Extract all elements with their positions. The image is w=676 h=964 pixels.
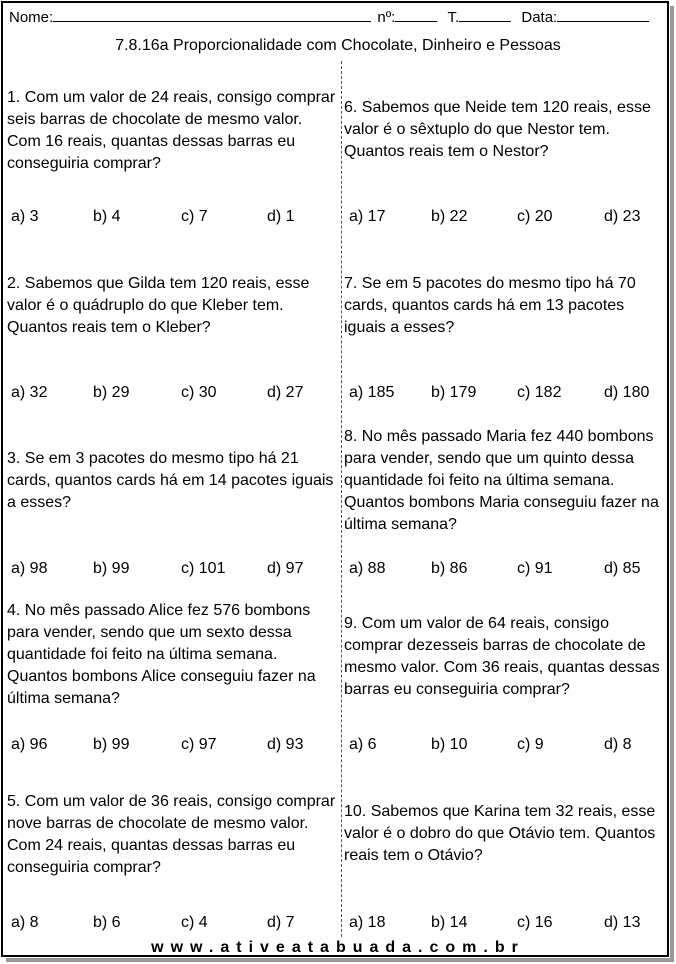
option-a[interactable]: a) 6: [349, 736, 377, 753]
website-footer: www.ativeatabuada.com.br: [151, 939, 525, 956]
question-1-text: 1. Com um valor de 24 reais, consigo comprar seis barras de chocolate de mesmo valor. Com 16 reais, quantas dessas barras eu conseguiria comprar?: [7, 89, 336, 172]
option-d[interactable]: d) 8: [604, 736, 632, 753]
name-label: Nome:: [9, 9, 54, 26]
page-shadow-right: [670, 6, 674, 962]
option-a[interactable]: a) 8: [11, 914, 39, 931]
option-b[interactable]: b) 179: [431, 384, 477, 401]
option-d[interactable]: d) 27: [267, 384, 304, 401]
option-a[interactable]: a) 3: [11, 208, 39, 225]
option-b[interactable]: b) 10: [431, 736, 468, 753]
option-c[interactable]: c) 182: [517, 384, 562, 401]
option-a[interactable]: a) 98: [11, 560, 48, 577]
date-field[interactable]: [557, 7, 649, 22]
option-b[interactable]: b) 86: [431, 560, 468, 577]
page-shadow-bottom: [6, 958, 674, 962]
option-a[interactable]: a) 17: [349, 208, 386, 225]
option-c[interactable]: c) 30: [181, 384, 217, 401]
number-field[interactable]: [395, 7, 437, 22]
option-d[interactable]: d) 85: [604, 560, 641, 577]
option-b[interactable]: b) 99: [93, 560, 130, 577]
option-d[interactable]: d) 1: [267, 208, 295, 225]
option-b[interactable]: b) 99: [93, 736, 130, 753]
date-label: Data:: [521, 9, 558, 26]
option-a[interactable]: a) 185: [349, 384, 395, 401]
student-header: [9, 7, 649, 26]
question-9-text: 9. Com um valor de 64 reais, consigo comprar dezesseis barras de chocolate de mesmo valor. Com 36 reais, quantas dessas barras eu conseguiria comprar?: [344, 615, 660, 698]
question-10-text: 10. Sabemos que Karina tem 32 reais, esse valor é o dobro do que Otávio tem. Quantos reais tem o Otávio?: [344, 803, 656, 864]
worksheet: [1, 1, 669, 957]
option-c[interactable]: c) 91: [517, 560, 553, 577]
option-d[interactable]: d) 13: [604, 914, 641, 931]
option-a[interactable]: a) 88: [349, 560, 386, 577]
option-b[interactable]: b) 14: [431, 914, 468, 931]
option-b[interactable]: b) 29: [93, 384, 130, 401]
question-4-text: 4. No mês passado Alice fez 576 bombons para vender, sendo que um sexto dessa quantidade foi feito na última semana. Quantos bombons Alice conseguiu fazer na última semana?: [7, 602, 316, 707]
option-b[interactable]: b) 22: [431, 208, 468, 225]
option-c[interactable]: c) 7: [181, 208, 208, 225]
option-b[interactable]: b) 4: [93, 208, 121, 225]
option-d[interactable]: d) 93: [267, 736, 304, 753]
column-divider: [341, 61, 342, 937]
option-c[interactable]: c) 20: [517, 208, 553, 225]
option-d[interactable]: d) 97: [267, 560, 304, 577]
option-c[interactable]: c) 4: [181, 914, 208, 931]
option-a[interactable]: a) 96: [11, 736, 48, 753]
name-field[interactable]: [53, 7, 371, 22]
option-d[interactable]: d) 23: [604, 208, 641, 225]
option-c[interactable]: c) 16: [517, 914, 553, 931]
class-field[interactable]: [459, 7, 511, 22]
option-a[interactable]: a) 32: [11, 384, 48, 401]
question-5-text: 5. Com um valor de 36 reais, consigo comprar nove barras de chocolate de mesmo valor. Com 24 reais, quantas dessas barras eu conseguiria comprar?: [7, 793, 336, 876]
option-c[interactable]: c) 97: [181, 736, 217, 753]
option-d[interactable]: d) 180: [604, 384, 650, 401]
option-c[interactable]: c) 9: [517, 736, 544, 753]
worksheet-title: 7.8.16a Proporcionalidade com Chocolate, Dinheiro e Pessoas: [115, 37, 561, 54]
question-7-text: 7. Se em 5 pacotes do mesmo tipo há 70 cards, quantos cards há em 13 pacotes iguais a esses?: [344, 275, 636, 336]
option-a[interactable]: a) 18: [349, 914, 386, 931]
question-2-text: 2. Sabemos que Gilda tem 120 reais, esse valor é o quádruplo do que Kleber tem. Quantos reais tem o Kleber?: [7, 275, 310, 336]
number-label: nº:: [377, 9, 396, 26]
question-3-text: 3. Se em 3 pacotes do mesmo tipo há 21 cards, quantos cards há em 14 pacotes iguais a esses?: [7, 450, 334, 511]
option-c[interactable]: c) 101: [181, 560, 226, 577]
question-8-text: 8. No mês passado Maria fez 440 bombons para vender, sendo que um quinto dessa quantidade foi feito na última semana. Quantos bombons Maria conseguiu fazer na última semana?: [344, 428, 659, 533]
option-b[interactable]: b) 6: [93, 914, 121, 931]
option-d[interactable]: d) 7: [267, 914, 295, 931]
class-label: T.: [447, 9, 460, 26]
question-6-text: 6. Sabemos que Neide tem 120 reais, esse valor é o sêxtuplo do que Nestor tem. Quantos reais tem o Nestor?: [344, 99, 651, 160]
